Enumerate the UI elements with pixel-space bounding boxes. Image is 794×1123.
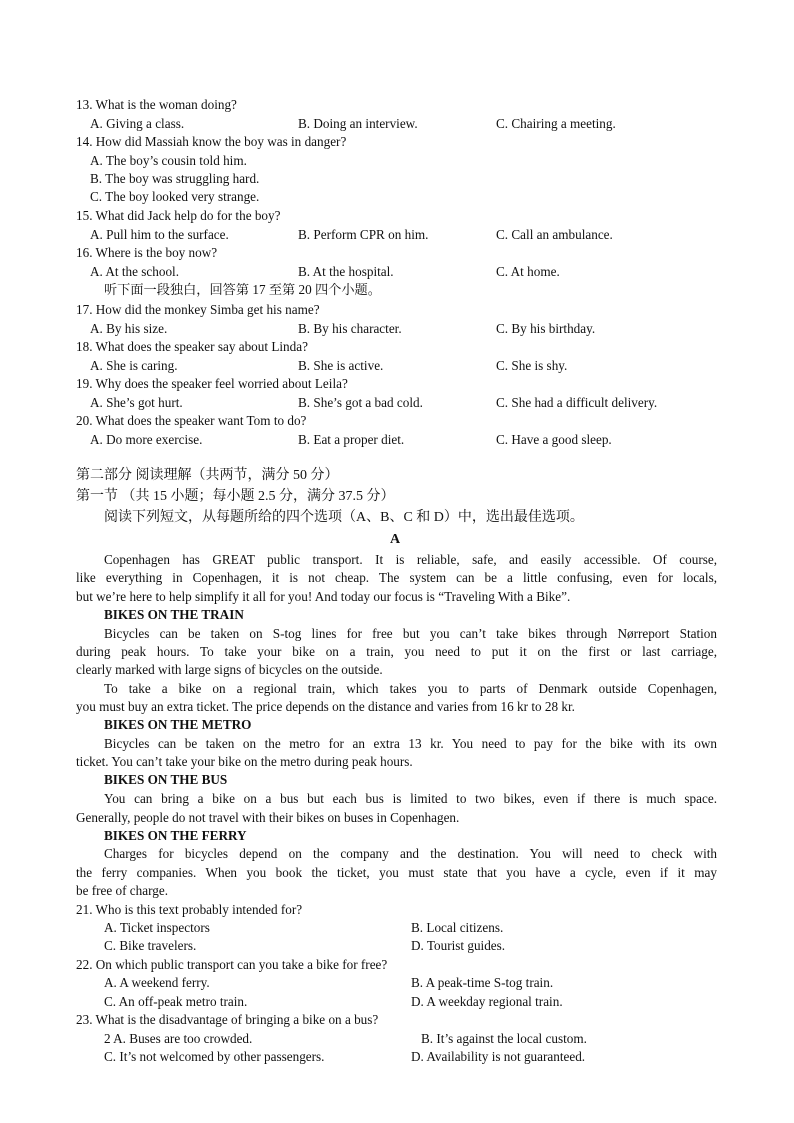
option-15c: C. Call an ambulance. [496,227,613,242]
option-21b: B. Local citizens. [411,920,504,935]
option-15b: B. Perform CPR on him. [298,227,429,242]
option-21c: C. Bike travelers. [104,938,197,953]
option-20c: C. Have a good sleep. [496,432,612,447]
option-18b: B. She is active. [298,358,384,373]
option-13c: C. Chairing a meeting. [496,116,616,131]
bus-line-2: Generally, people do not travel with their bikes on buses in Copenhagen. [76,810,460,825]
option-23d: D. Availability is not guaranteed. [411,1049,586,1064]
option-23b: B. It’s against the local custom. [421,1031,587,1046]
question-18: 18. What does the speaker say about Linda? [76,339,308,354]
heading-ferry: BIKES ON THE FERRY [104,828,247,843]
option-22b: B. A peak-time S-tog train. [411,975,554,990]
option-14b: B. The boy was struggling hard. [90,171,260,186]
train-line-5: you must buy an extra ticket. The price depends on the distance and varies from 16 kr to 28 kr. [76,699,575,714]
question-23: 23. What is the disadvantage of bringing a bike on a bus? [76,1012,379,1027]
bus-line-1: You can bring a bike on a bus but each bus is limited to two bikes, even if there is much space. [104,791,717,806]
option-20a: A. Do more exercise. [90,432,203,447]
option-13a: A. Giving a class. [90,116,185,131]
intro-line-2: like everything in Copenhagen, it is not cheap. The system can be a little confusing, even for locals, [76,570,717,585]
passage-label: A [390,532,401,547]
option-22a: A. A weekend ferry. [104,975,210,990]
option-18c: C. She is shy. [496,358,568,373]
train-line-2: during peak hours. To take your bike on a train, you need to put it on the first or last carriage, [76,644,717,659]
option-19c: C. She had a difficult delivery. [496,395,658,410]
option-23c: C. It’s not welcomed by other passengers. [104,1049,325,1064]
question-17: 17. How did the monkey Simba get his name? [76,302,320,317]
reading-instruction: 阅读下列短文，从每题所给的四个选项（A、B、C 和 D）中，选出最佳选项。 [104,510,584,525]
question-20: 20. What does the speaker want Tom to do? [76,413,307,428]
heading-metro: BIKES ON THE METRO [104,717,252,732]
train-line-3: clearly marked with large signs of bicycles on the outside. [76,662,383,677]
option-19a: A. She’s got hurt. [90,395,183,410]
train-line-1: Bicycles can be taken on S-tog lines for free but you can’t take bikes through Nørreport Station [104,626,717,641]
option-16c: C. At home. [496,264,560,279]
option-18a: A. She is caring. [90,358,178,373]
intro-line-3: but we’re here to help simplify it all for you! And today our focus is “Traveling With a Bike”. [76,589,571,604]
option-17a: A. By his size. [90,321,168,336]
option-14c: C. The boy looked very strange. [90,189,260,204]
question-22: 22. On which public transport can you take a bike for free? [76,957,388,972]
heading-bus: BIKES ON THE BUS [104,772,228,787]
option-20b: B. Eat a proper diet. [298,432,405,447]
option-17b: B. By his character. [298,321,402,336]
option-16b: B. At the hospital. [298,264,394,279]
ferry-line-1: Charges for bicycles depend on the company and the destination. You will need to check with [104,846,717,861]
question-14: 14. How did Massiah know the boy was in danger? [76,134,347,149]
question-21: 21. Who is this text probably intended for? [76,902,303,917]
option-21d: D. Tourist guides. [411,938,506,953]
metro-line-1: Bicycles can be taken on the metro for an extra 13 kr. You need to pay for the bike with its own [104,736,717,751]
ferry-line-2: the ferry companies. When you book the ticket, you must state that you have a cycle, even if it may [76,865,717,880]
intro-line-1: Copenhagen has GREAT public transport. It is reliable, safe, and easily accessible. Of course, [104,552,717,567]
question-13: 13. What is the woman doing? [76,97,237,112]
option-14a: A. The boy’s cousin told him. [90,153,247,168]
option-17c: C. By his birthday. [496,321,596,336]
ferry-line-3: be free of charge. [76,883,169,898]
option-22d: D. A weekday regional train. [411,994,563,1009]
option-22c: C. An off-peak metro train. [104,994,248,1009]
question-15: 15. What did Jack help do for the boy? [76,208,281,223]
option-21a: A. Ticket inspectors [104,920,210,935]
question-19: 19. Why does the speaker feel worried about Leila? [76,376,348,391]
monologue-instruction: 听下面一段独白，回答第 17 至第 20 四个小题。 [104,282,381,297]
train-line-4: To take a bike on a regional train, which takes you to parts of Denmark outside Copenhagen, [104,681,717,696]
part-two-title: 第二部分 阅读理解（共两节，满分 50 分） [76,468,339,483]
option-16a: A. At the school. [90,264,180,279]
option-19b: B. She’s got a bad cold. [298,395,423,410]
option-13b: B. Doing an interview. [298,116,418,131]
heading-train: BIKES ON THE TRAIN [104,607,244,622]
metro-line-2: ticket. You can’t take your bike on the metro during peak hours. [76,754,413,769]
option-23a: 2 A. Buses are too crowded. [104,1031,253,1046]
question-16: 16. Where is the boy now? [76,245,218,260]
section-one-title: 第一节 （共 15 小题；每小题 2.5 分，满分 37.5 分） [76,489,395,504]
option-15a: A. Pull him to the surface. [90,227,229,242]
